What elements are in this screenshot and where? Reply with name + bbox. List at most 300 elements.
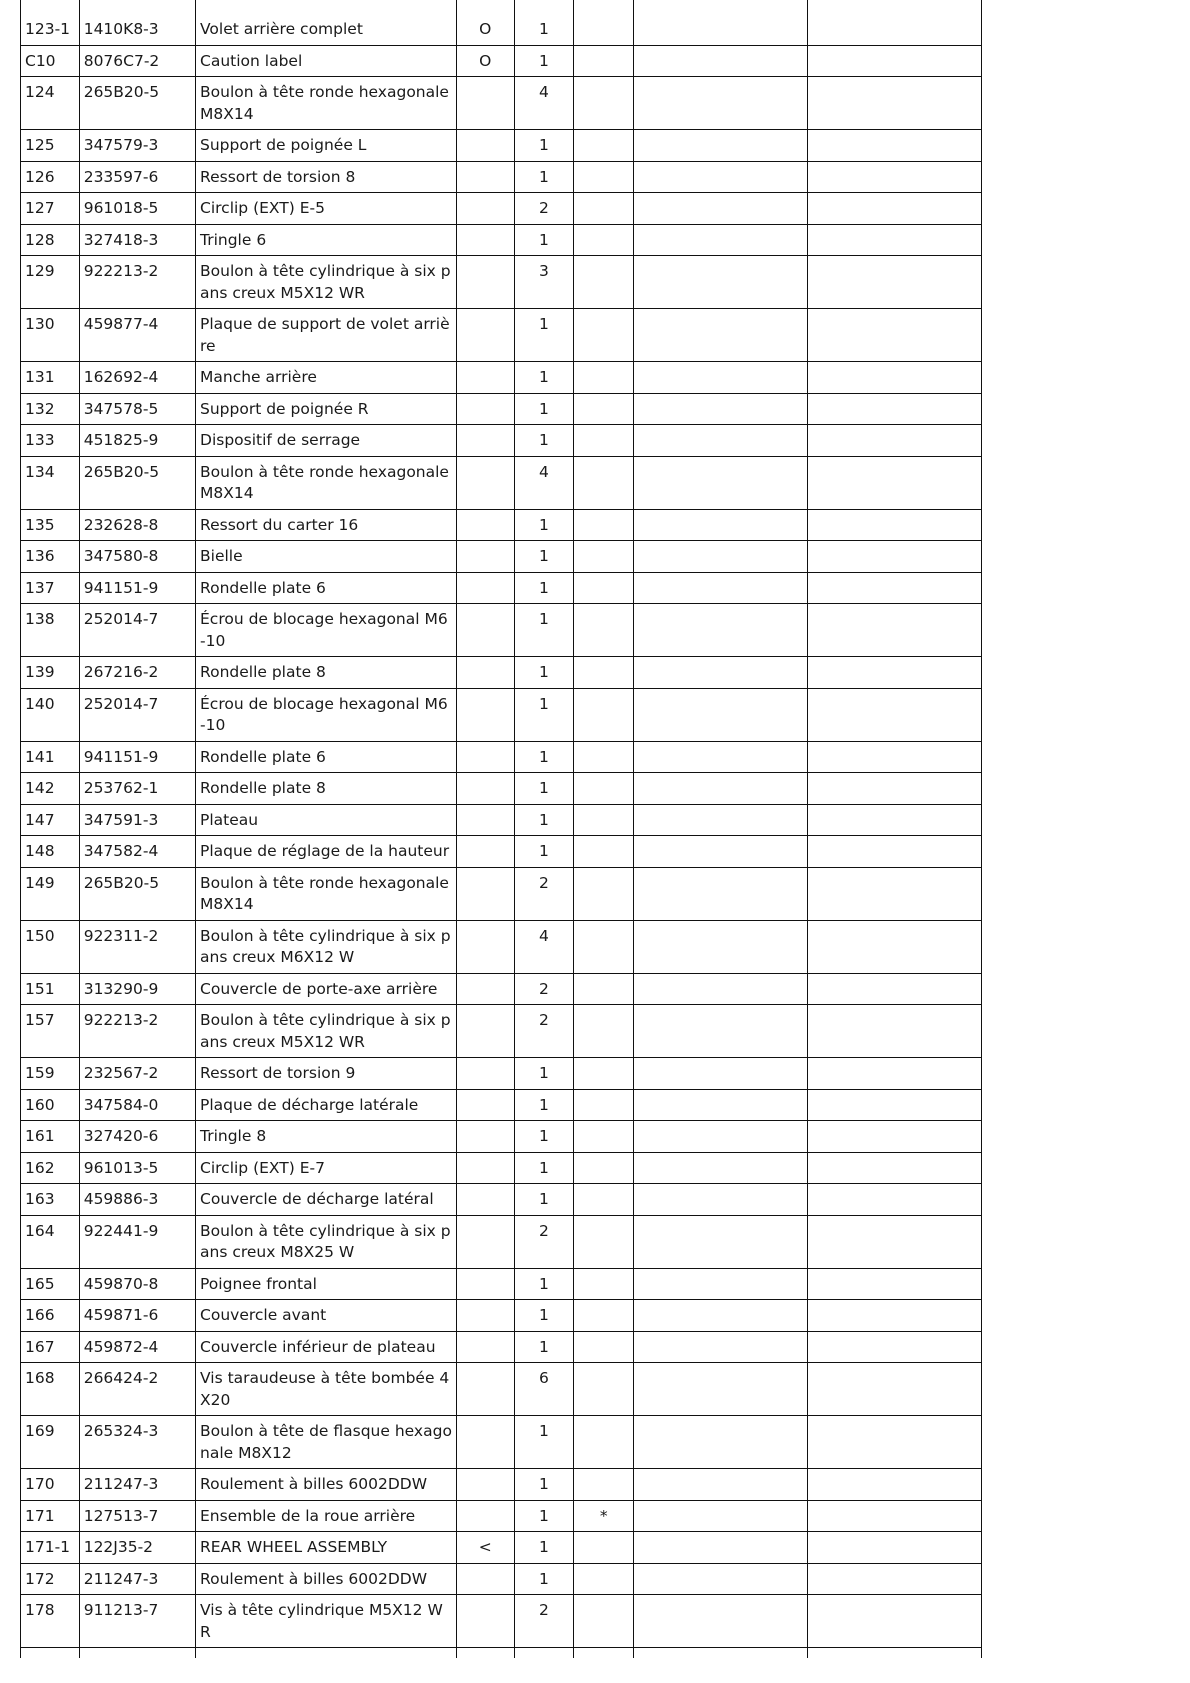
remarks-cell bbox=[634, 0, 808, 45]
part-number-cell: 211247-3 bbox=[79, 1563, 195, 1595]
item-number-cell: 127 bbox=[21, 193, 80, 225]
description-cell: Couvercle inférieur de plateau bbox=[196, 1331, 457, 1363]
description-cell: Manche arrière bbox=[196, 362, 457, 394]
table-row bbox=[21, 1416, 982, 1469]
table-row bbox=[21, 309, 982, 362]
remarks-cell bbox=[634, 1331, 808, 1363]
item-number-cell: 134 bbox=[21, 456, 80, 509]
description-cell: Plaque de réglage de la hauteur bbox=[196, 836, 457, 868]
part-number-cell: 327418-3 bbox=[79, 224, 195, 256]
extra-cell bbox=[808, 1500, 982, 1532]
quantity-cell: 1 bbox=[514, 1532, 574, 1564]
note-cell bbox=[574, 393, 634, 425]
mark-cell bbox=[456, 193, 514, 225]
description-cell: Poignee frontal bbox=[196, 1268, 457, 1300]
mark-cell bbox=[456, 541, 514, 573]
table-row bbox=[21, 1500, 982, 1532]
quantity-cell: 1 bbox=[514, 0, 574, 45]
quantity-cell: 6 bbox=[514, 1363, 574, 1416]
note-cell bbox=[574, 256, 634, 309]
remarks-cell bbox=[634, 920, 808, 973]
item-number-cell: 169 bbox=[21, 1416, 80, 1469]
table-row bbox=[21, 362, 982, 394]
table-row bbox=[21, 161, 982, 193]
quantity-cell: 2 bbox=[514, 973, 574, 1005]
extra-cell bbox=[808, 1532, 982, 1564]
note-cell bbox=[574, 309, 634, 362]
description-cell: Boulon à tête ronde hexagonale M8X14 bbox=[196, 456, 457, 509]
mark-cell bbox=[456, 1152, 514, 1184]
part-number-cell: 253762-1 bbox=[79, 773, 195, 805]
mark-cell bbox=[456, 509, 514, 541]
mark-cell bbox=[456, 836, 514, 868]
extra-cell bbox=[808, 193, 982, 225]
part-number-cell: 451825-9 bbox=[79, 425, 195, 457]
description-cell: Support de poignée R bbox=[196, 393, 457, 425]
table-row bbox=[21, 393, 982, 425]
table-row bbox=[21, 604, 982, 657]
note-cell bbox=[574, 1268, 634, 1300]
table-row bbox=[21, 1532, 982, 1564]
note-cell bbox=[574, 973, 634, 1005]
item-number-cell: 126 bbox=[21, 161, 80, 193]
description-cell: Roulement à billes 6002DDW bbox=[196, 1563, 457, 1595]
note-cell bbox=[574, 224, 634, 256]
mark-cell bbox=[456, 456, 514, 509]
remarks-cell bbox=[634, 193, 808, 225]
note-cell bbox=[574, 456, 634, 509]
item-number-cell: 147 bbox=[21, 804, 80, 836]
item-number-cell: 166 bbox=[21, 1300, 80, 1332]
mark-cell bbox=[456, 973, 514, 1005]
item-number-cell: 162 bbox=[21, 1152, 80, 1184]
quantity-cell: 2 bbox=[514, 867, 574, 920]
item-number-cell: 133 bbox=[21, 425, 80, 457]
quantity-cell: 2 bbox=[514, 1005, 574, 1058]
extra-cell bbox=[808, 1416, 982, 1469]
extra-cell bbox=[808, 572, 982, 604]
extra-cell bbox=[808, 867, 982, 920]
extra-cell bbox=[808, 1184, 982, 1216]
table-row bbox=[21, 45, 982, 77]
item-number-cell: 165 bbox=[21, 1268, 80, 1300]
note-cell bbox=[574, 161, 634, 193]
mark-cell bbox=[456, 804, 514, 836]
item-number-cell: 172 bbox=[21, 1563, 80, 1595]
note-cell bbox=[574, 1215, 634, 1268]
extra-cell bbox=[808, 309, 982, 362]
mark-cell bbox=[456, 1595, 514, 1648]
empty-cell bbox=[21, 1648, 80, 1659]
part-number-cell: 459871-6 bbox=[79, 1300, 195, 1332]
quantity-cell: 1 bbox=[514, 773, 574, 805]
extra-cell bbox=[808, 456, 982, 509]
item-number-cell: 167 bbox=[21, 1331, 80, 1363]
item-number-cell: 123-1 bbox=[21, 0, 80, 45]
description-cell: Vis à tête cylindrique M5X12 WR bbox=[196, 1595, 457, 1648]
mark-cell: < bbox=[456, 1532, 514, 1564]
note-cell bbox=[574, 741, 634, 773]
table-row bbox=[21, 1595, 982, 1648]
extra-cell bbox=[808, 1300, 982, 1332]
note-cell bbox=[574, 1469, 634, 1501]
mark-cell bbox=[456, 256, 514, 309]
description-cell: Écrou de blocage hexagonal M6-10 bbox=[196, 604, 457, 657]
remarks-cell bbox=[634, 1416, 808, 1469]
remarks-cell bbox=[634, 130, 808, 162]
quantity-cell: 2 bbox=[514, 193, 574, 225]
note-cell bbox=[574, 1416, 634, 1469]
description-cell: REAR WHEEL ASSEMBLY bbox=[196, 1532, 457, 1564]
extra-cell bbox=[808, 161, 982, 193]
part-number-cell: 961018-5 bbox=[79, 193, 195, 225]
table-row bbox=[21, 973, 982, 1005]
table-row bbox=[21, 1121, 982, 1153]
mark-cell bbox=[456, 1563, 514, 1595]
part-number-cell: 911213-7 bbox=[79, 1595, 195, 1648]
description-cell: Ressort de torsion 9 bbox=[196, 1058, 457, 1090]
quantity-cell: 1 bbox=[514, 1500, 574, 1532]
description-cell: Tringle 8 bbox=[196, 1121, 457, 1153]
part-number-cell: 347580-8 bbox=[79, 541, 195, 573]
quantity-cell: 1 bbox=[514, 161, 574, 193]
part-number-cell: 122J35-2 bbox=[79, 1532, 195, 1564]
note-cell bbox=[574, 688, 634, 741]
extra-cell bbox=[808, 393, 982, 425]
table-row bbox=[21, 224, 982, 256]
note-cell bbox=[574, 362, 634, 394]
description-cell: Boulon à tête cylindrique à six pans creux M6X12 W bbox=[196, 920, 457, 973]
note-cell bbox=[574, 1152, 634, 1184]
mark-cell bbox=[456, 572, 514, 604]
item-number-cell: 148 bbox=[21, 836, 80, 868]
table-row bbox=[21, 456, 982, 509]
extra-cell bbox=[808, 604, 982, 657]
note-cell bbox=[574, 1058, 634, 1090]
table-row bbox=[21, 193, 982, 225]
part-number-cell: 162692-4 bbox=[79, 362, 195, 394]
extra-cell bbox=[808, 509, 982, 541]
remarks-cell bbox=[634, 741, 808, 773]
extra-cell bbox=[808, 804, 982, 836]
extra-cell bbox=[808, 657, 982, 689]
table-row bbox=[21, 920, 982, 973]
note-cell bbox=[574, 1563, 634, 1595]
item-number-cell: C10 bbox=[21, 45, 80, 77]
note-cell bbox=[574, 130, 634, 162]
table-row bbox=[21, 1089, 982, 1121]
remarks-cell bbox=[634, 393, 808, 425]
description-cell: Boulon à tête cylindrique à six pans creux M8X25 W bbox=[196, 1215, 457, 1268]
remarks-cell bbox=[634, 456, 808, 509]
quantity-cell: 1 bbox=[514, 362, 574, 394]
remarks-cell bbox=[634, 256, 808, 309]
part-number-cell: 961013-5 bbox=[79, 1152, 195, 1184]
table-row bbox=[21, 509, 982, 541]
extra-cell bbox=[808, 773, 982, 805]
remarks-cell bbox=[634, 657, 808, 689]
extra-cell bbox=[808, 920, 982, 973]
extra-cell bbox=[808, 362, 982, 394]
description-cell: Rondelle plate 6 bbox=[196, 572, 457, 604]
mark-cell bbox=[456, 1215, 514, 1268]
remarks-cell bbox=[634, 1363, 808, 1416]
extra-cell bbox=[808, 1005, 982, 1058]
mark-cell: O bbox=[456, 45, 514, 77]
description-cell: Circlip (EXT) E-7 bbox=[196, 1152, 457, 1184]
quantity-cell: 1 bbox=[514, 836, 574, 868]
table-row bbox=[21, 1300, 982, 1332]
item-number-cell: 129 bbox=[21, 256, 80, 309]
remarks-cell bbox=[634, 541, 808, 573]
extra-cell bbox=[808, 741, 982, 773]
item-number-cell: 128 bbox=[21, 224, 80, 256]
description-cell: Ressort du carter 16 bbox=[196, 509, 457, 541]
empty-cell bbox=[79, 1648, 195, 1659]
note-cell bbox=[574, 1184, 634, 1216]
table-row bbox=[21, 1331, 982, 1363]
note-cell bbox=[574, 1532, 634, 1564]
part-number-cell: 313290-9 bbox=[79, 973, 195, 1005]
item-number-cell: 142 bbox=[21, 773, 80, 805]
mark-cell bbox=[456, 425, 514, 457]
table-row bbox=[21, 425, 982, 457]
quantity-cell: 4 bbox=[514, 77, 574, 130]
item-number-cell: 138 bbox=[21, 604, 80, 657]
extra-cell bbox=[808, 0, 982, 45]
remarks-cell bbox=[634, 161, 808, 193]
part-number-cell: 252014-7 bbox=[79, 688, 195, 741]
extra-cell bbox=[808, 1268, 982, 1300]
extra-cell bbox=[808, 1595, 982, 1648]
part-number-cell: 1410K8-3 bbox=[79, 0, 195, 45]
parts-table bbox=[20, 0, 982, 1658]
description-cell: Rondelle plate 8 bbox=[196, 657, 457, 689]
table-row bbox=[21, 1469, 982, 1501]
remarks-cell bbox=[634, 1500, 808, 1532]
mark-cell bbox=[456, 1500, 514, 1532]
table-row bbox=[21, 688, 982, 741]
part-number-cell: 459877-4 bbox=[79, 309, 195, 362]
description-cell: Couvercle avant bbox=[196, 1300, 457, 1332]
table-row bbox=[21, 0, 982, 45]
item-number-cell: 157 bbox=[21, 1005, 80, 1058]
empty-cell bbox=[514, 1648, 574, 1659]
item-number-cell: 171 bbox=[21, 1500, 80, 1532]
extra-cell bbox=[808, 688, 982, 741]
empty-cell bbox=[574, 1648, 634, 1659]
extra-cell bbox=[808, 1152, 982, 1184]
description-cell: Plaque de support de volet arrière bbox=[196, 309, 457, 362]
note-cell: * bbox=[574, 1500, 634, 1532]
part-number-cell: 922213-2 bbox=[79, 256, 195, 309]
extra-cell bbox=[808, 1215, 982, 1268]
item-number-cell: 170 bbox=[21, 1469, 80, 1501]
description-cell: Boulon à tête cylindrique à six pans creux M5X12 WR bbox=[196, 256, 457, 309]
part-number-cell: 233597-6 bbox=[79, 161, 195, 193]
item-number-cell: 150 bbox=[21, 920, 80, 973]
extra-cell bbox=[808, 541, 982, 573]
quantity-cell: 2 bbox=[514, 1595, 574, 1648]
note-cell bbox=[574, 657, 634, 689]
part-number-cell: 347578-5 bbox=[79, 393, 195, 425]
mark-cell bbox=[456, 362, 514, 394]
quantity-cell: 1 bbox=[514, 541, 574, 573]
note-cell bbox=[574, 1595, 634, 1648]
remarks-cell bbox=[634, 1184, 808, 1216]
description-cell: Boulon à tête ronde hexagonale M8X14 bbox=[196, 77, 457, 130]
mark-cell bbox=[456, 1089, 514, 1121]
remarks-cell bbox=[634, 688, 808, 741]
quantity-cell: 1 bbox=[514, 804, 574, 836]
quantity-cell: 1 bbox=[514, 509, 574, 541]
item-number-cell: 164 bbox=[21, 1215, 80, 1268]
description-cell: Tringle 6 bbox=[196, 224, 457, 256]
extra-cell bbox=[808, 1058, 982, 1090]
item-number-cell: 137 bbox=[21, 572, 80, 604]
table-row bbox=[21, 1005, 982, 1058]
quantity-cell: 1 bbox=[514, 45, 574, 77]
description-cell: Boulon à tête cylindrique à six pans creux M5X12 WR bbox=[196, 1005, 457, 1058]
note-cell bbox=[574, 1331, 634, 1363]
note-cell bbox=[574, 1363, 634, 1416]
extra-cell bbox=[808, 836, 982, 868]
table-row bbox=[21, 836, 982, 868]
remarks-cell bbox=[634, 1121, 808, 1153]
item-number-cell: 131 bbox=[21, 362, 80, 394]
part-number-cell: 127513-7 bbox=[79, 1500, 195, 1532]
quantity-cell: 1 bbox=[514, 572, 574, 604]
description-cell: Dispositif de serrage bbox=[196, 425, 457, 457]
extra-cell bbox=[808, 1563, 982, 1595]
item-number-cell: 125 bbox=[21, 130, 80, 162]
mark-cell bbox=[456, 1300, 514, 1332]
extra-cell bbox=[808, 256, 982, 309]
item-number-cell: 135 bbox=[21, 509, 80, 541]
extra-cell bbox=[808, 1469, 982, 1501]
item-number-cell: 161 bbox=[21, 1121, 80, 1153]
remarks-cell bbox=[634, 1563, 808, 1595]
quantity-cell: 1 bbox=[514, 1184, 574, 1216]
extra-cell bbox=[808, 224, 982, 256]
mark-cell bbox=[456, 1058, 514, 1090]
quantity-cell: 1 bbox=[514, 224, 574, 256]
note-cell bbox=[574, 541, 634, 573]
item-number-cell: 136 bbox=[21, 541, 80, 573]
mark-cell bbox=[456, 1469, 514, 1501]
quantity-cell: 1 bbox=[514, 1416, 574, 1469]
description-cell: Boulon à tête ronde hexagonale M8X14 bbox=[196, 867, 457, 920]
remarks-cell bbox=[634, 509, 808, 541]
description-cell: Circlip (EXT) E-5 bbox=[196, 193, 457, 225]
table-row bbox=[21, 1268, 982, 1300]
table-row bbox=[21, 1152, 982, 1184]
remarks-cell bbox=[634, 867, 808, 920]
mark-cell bbox=[456, 77, 514, 130]
part-number-cell: 922441-9 bbox=[79, 1215, 195, 1268]
table-row bbox=[21, 773, 982, 805]
table-row bbox=[21, 1363, 982, 1416]
part-number-cell: 252014-7 bbox=[79, 604, 195, 657]
mark-cell: O bbox=[456, 0, 514, 45]
part-number-cell: 922311-2 bbox=[79, 920, 195, 973]
extra-cell bbox=[808, 1363, 982, 1416]
remarks-cell bbox=[634, 1469, 808, 1501]
mark-cell bbox=[456, 773, 514, 805]
remarks-cell bbox=[634, 362, 808, 394]
mark-cell bbox=[456, 393, 514, 425]
remarks-cell bbox=[634, 1058, 808, 1090]
remarks-cell bbox=[634, 77, 808, 130]
part-number-cell: 265B20-5 bbox=[79, 867, 195, 920]
part-number-cell: 8076C7-2 bbox=[79, 45, 195, 77]
mark-cell bbox=[456, 688, 514, 741]
quantity-cell: 1 bbox=[514, 1331, 574, 1363]
description-cell: Support de poignée L bbox=[196, 130, 457, 162]
note-cell bbox=[574, 509, 634, 541]
part-number-cell: 267216-2 bbox=[79, 657, 195, 689]
part-number-cell: 922213-2 bbox=[79, 1005, 195, 1058]
description-cell: Bielle bbox=[196, 541, 457, 573]
remarks-cell bbox=[634, 425, 808, 457]
description-cell: Vis taraudeuse à tête bombée 4X20 bbox=[196, 1363, 457, 1416]
part-number-cell: 327420-6 bbox=[79, 1121, 195, 1153]
quantity-cell: 2 bbox=[514, 1215, 574, 1268]
table-row bbox=[21, 541, 982, 573]
description-cell: Volet arrière complet bbox=[196, 0, 457, 45]
mark-cell bbox=[456, 130, 514, 162]
extra-cell bbox=[808, 1331, 982, 1363]
quantity-cell: 1 bbox=[514, 1089, 574, 1121]
mark-cell bbox=[456, 224, 514, 256]
table-row bbox=[21, 804, 982, 836]
mark-cell bbox=[456, 1268, 514, 1300]
note-cell bbox=[574, 572, 634, 604]
mark-cell bbox=[456, 161, 514, 193]
remarks-cell bbox=[634, 1595, 808, 1648]
empty-cell bbox=[634, 1648, 808, 1659]
description-cell: Caution label bbox=[196, 45, 457, 77]
mark-cell bbox=[456, 1363, 514, 1416]
part-number-cell: 347584-0 bbox=[79, 1089, 195, 1121]
mark-cell bbox=[456, 1184, 514, 1216]
remarks-cell bbox=[634, 604, 808, 657]
quantity-cell: 1 bbox=[514, 1058, 574, 1090]
extra-cell bbox=[808, 425, 982, 457]
mark-cell bbox=[456, 741, 514, 773]
quantity-cell: 1 bbox=[514, 688, 574, 741]
note-cell bbox=[574, 45, 634, 77]
quantity-cell: 1 bbox=[514, 741, 574, 773]
note-cell bbox=[574, 1089, 634, 1121]
description-cell: Couvercle de décharge latéral bbox=[196, 1184, 457, 1216]
item-number-cell: 178 bbox=[21, 1595, 80, 1648]
item-number-cell: 159 bbox=[21, 1058, 80, 1090]
table-row bbox=[21, 1215, 982, 1268]
remarks-cell bbox=[634, 773, 808, 805]
description-cell: Plateau bbox=[196, 804, 457, 836]
extra-cell bbox=[808, 77, 982, 130]
remarks-cell bbox=[634, 1215, 808, 1268]
note-cell bbox=[574, 1005, 634, 1058]
table-row bbox=[21, 130, 982, 162]
part-number-cell: 347579-3 bbox=[79, 130, 195, 162]
note-cell bbox=[574, 773, 634, 805]
quantity-cell: 4 bbox=[514, 920, 574, 973]
quantity-cell: 1 bbox=[514, 309, 574, 362]
part-number-cell: 265324-3 bbox=[79, 1416, 195, 1469]
item-number-cell: 139 bbox=[21, 657, 80, 689]
